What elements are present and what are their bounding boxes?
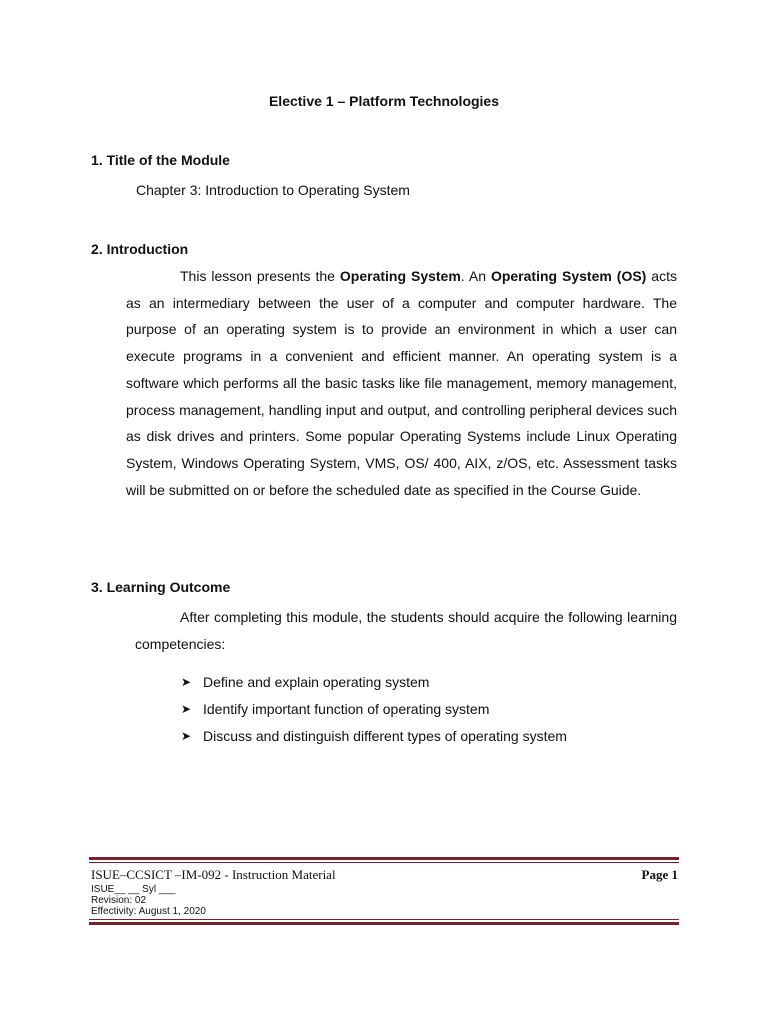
footer-title: ISUE–CCSICT –IM-092 - Instruction Material bbox=[91, 867, 336, 882]
footer-bottom-rule bbox=[89, 919, 679, 925]
chapter-title: Chapter 3: Introduction to Operating System bbox=[136, 182, 410, 198]
list-item bbox=[181, 695, 567, 722]
footer-page-number: Page 1 bbox=[641, 867, 678, 882]
footer-top-rule bbox=[89, 857, 679, 863]
footer-meta-line: Revision: 02 bbox=[91, 895, 147, 906]
list-item bbox=[181, 722, 567, 749]
list-item bbox=[181, 668, 567, 695]
intro-text-c: . An bbox=[460, 268, 491, 284]
section-heading-learning-outcome: 3. Learning Outcome bbox=[91, 579, 231, 595]
introduction-paragraph bbox=[126, 263, 677, 503]
learning-outcome-paragraph: After completing this module, the students should acquire the following learning competencies: bbox=[135, 609, 677, 652]
competency-text: Define and explain operating system bbox=[203, 673, 430, 690]
arrow-bullet-icon: ➤ bbox=[181, 674, 192, 689]
intro-text-a: This lesson presents the bbox=[180, 268, 340, 284]
competency-text: Discuss and distinguish different types of operating system bbox=[203, 727, 567, 744]
arrow-bullet-icon: ➤ bbox=[181, 728, 192, 743]
arrow-bullet-icon: ➤ bbox=[181, 701, 192, 716]
competency-list bbox=[181, 668, 567, 749]
section-heading-module-title: 1. Title of the Module bbox=[91, 152, 230, 168]
section-heading-introduction: 2. Introduction bbox=[91, 241, 189, 257]
intro-bold-os-abbrev: Operating System (OS) bbox=[490, 268, 647, 284]
competency-text: Identify important function of operating system bbox=[203, 700, 490, 717]
intro-text-e: acts as an intermediary between the user of a computer and computer hardware. The purpose of an operating system is to provide an environment in which a user can execute programs in a convenient and efficient manner. An operating system is a software which performs all the basic tasks like file management, memory management, process management, handling input and output, and controlling peripheral devices such as disk drives and printers. Some popular Operating Systems include Linux Operating System, Windows Operating System, VMS, OS/ 400, AIX, z/OS, etc. Assessment tasks will be submitted on or before the scheduled date as specified in the Course Guide. bbox=[126, 268, 677, 498]
document-title: Elective 1 – Platform Technologies bbox=[268, 93, 500, 109]
footer-meta-line: ISUE__ __ Syl ___ bbox=[91, 884, 176, 895]
intro-bold-os: Operating System bbox=[339, 268, 461, 284]
footer-meta-line: Effectivity: August 1, 2020 bbox=[91, 906, 206, 917]
